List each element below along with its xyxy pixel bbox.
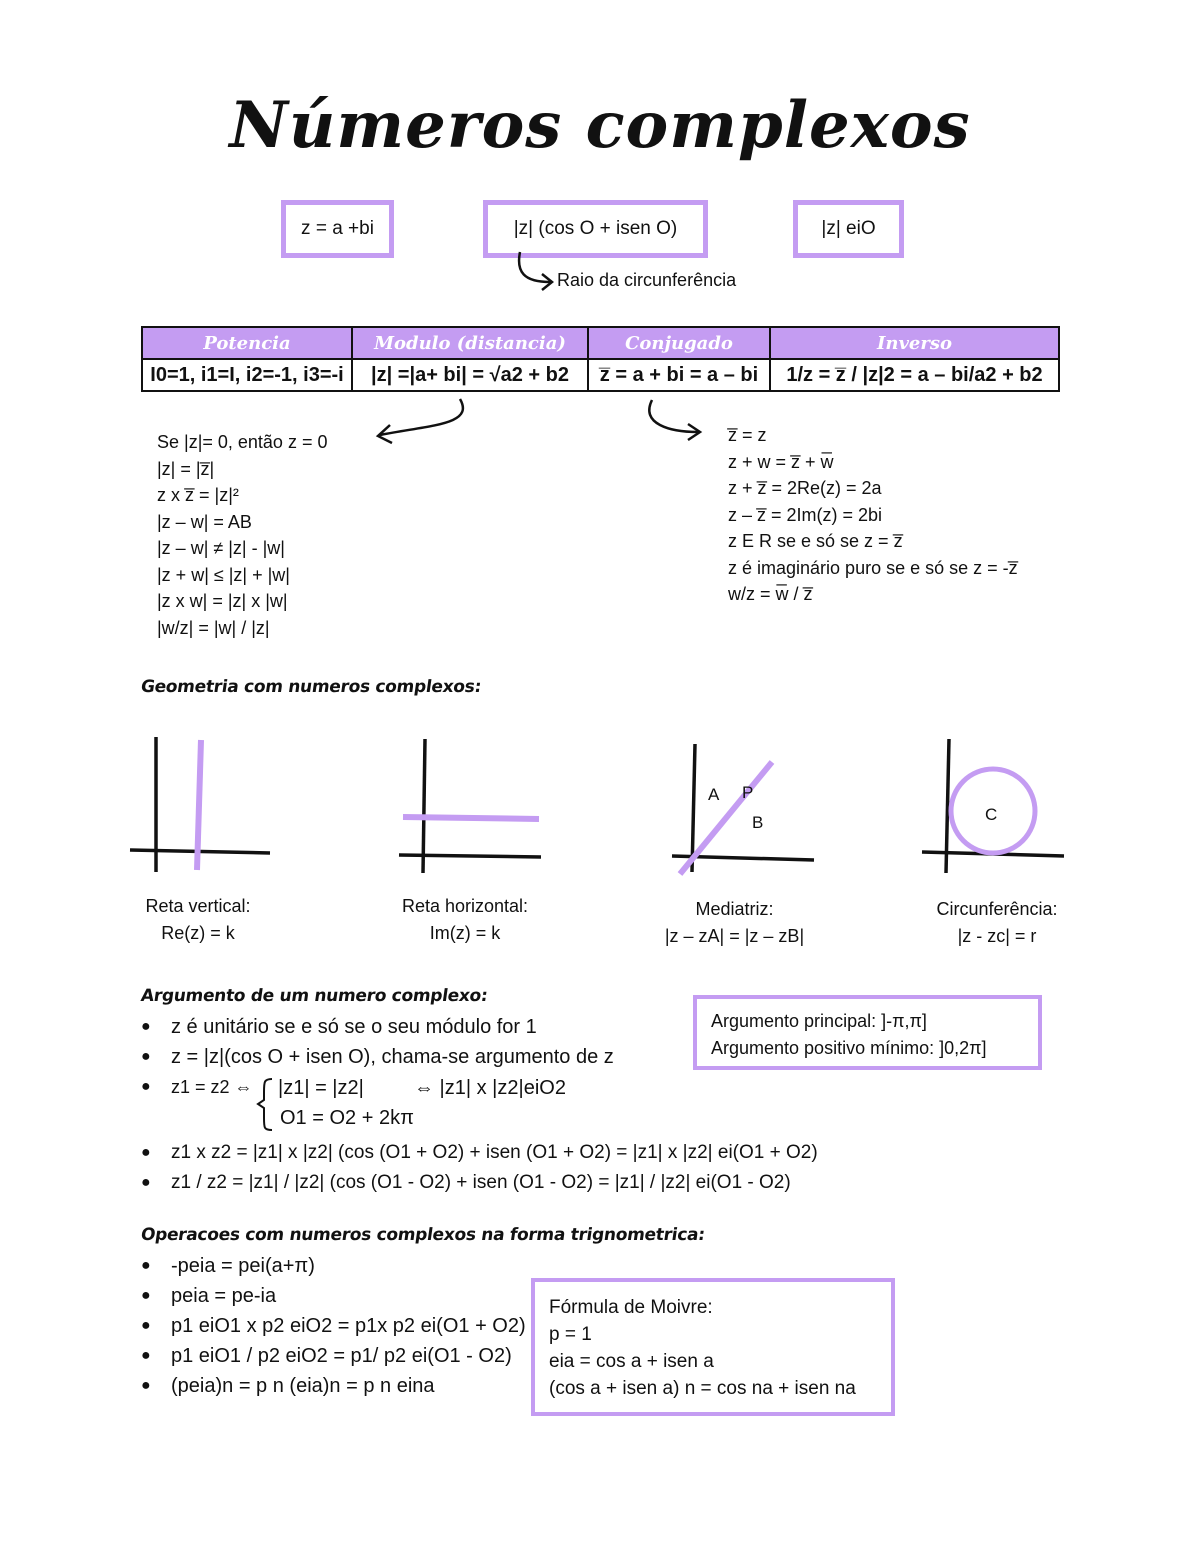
figure-formula: Re(z) = k [161,923,235,943]
list-item: z E R se e só se z = z̅ [728,531,903,551]
conjugate-properties [728,422,1018,608]
trig-form: |z| (cos O + isen O) [513,218,678,239]
radius-note: Raio da circunferência [557,270,737,290]
figure-formula: Im(z) = k [429,923,501,943]
value-potencia: I0=1, i1=I, i2=-1, i3=-i [142,359,352,391]
list-item: z – z̅ = 2Im(z) = 2bi [728,504,883,525]
list-item: |z – w| = AB [157,511,252,532]
list-item: ● p1 eiO1 x p2 eiO2 = p1x p2 ei(O1 + O2) [141,1311,526,1341]
center-c-label: C [985,805,998,824]
brace-bottom: O1 = O2 + 2kπ [280,1107,414,1129]
table-header-row [142,327,1059,359]
left-arrow-icon [370,395,480,450]
header-potencia: Potencia [142,327,352,359]
list-item: ● p1 eiO1 / p2 eiO2 = p1/ p2 ei(O1 - O2) [141,1341,526,1371]
point-p-label: P [742,783,754,802]
point-b-label: B [752,813,764,832]
point-a-label: A [708,785,720,804]
circle-figure [918,735,1068,875]
right-arrow-icon [640,398,710,446]
list-item: z + z̅ = 2Re(z) = 2a [728,478,882,498]
moivre-title: Fórmula de Moivre: [549,1297,713,1318]
figure-formula: |z - zc| = r [957,926,1037,946]
operations-list [141,1251,526,1401]
list-item: |z – w| ≠ |z| - |w| [157,538,285,558]
exp-form-box [793,200,904,258]
geometry-heading: Geometria com numeros complexos: [139,677,483,697]
list-item: ● z = |z|(cos O + isen O), chama-se argumento de z [141,1042,614,1072]
moivre-line: p = 1 [549,1324,592,1345]
list-item: |w/z| = |w| / |z| [157,617,270,638]
moivre-line: (cos a + isen a) n = cos na + isen na [549,1378,856,1399]
list-item: z̅ = z [728,425,767,445]
properties-table [141,326,1060,392]
argument-positive: Argumento positivo mínimo: ]0,2π] [711,1038,987,1058]
list-item: ● (peia)n = p n (eia)n = p n eina [141,1371,526,1401]
figure-formula: |z – zA| = |z – zB| [664,926,805,946]
figure-name: Circunferência: [936,899,1058,919]
list-item: ● z1 x z2 = |z1| x |z2| (cos (O1 + O2) + isen (O1 + O2) = |z1| x |z2| ei(O1 + O2) [141,1138,818,1168]
modulus-properties [157,429,327,641]
moivre-line: eia = cos a + isen a [549,1351,714,1372]
argument-list-2 [141,1138,818,1198]
figure-caption [385,893,545,947]
list-item: z + w = z̅ + w̅ [728,451,834,472]
page-title: Números complexos [229,88,971,163]
operations-heading: Operacoes com numeros complexos na forma trignometrica: [139,1225,707,1245]
list-item: |z + w| ≤ |z| + |w| [157,564,290,585]
vertical-line-figure [125,732,275,877]
list-item: w/z = w̅ / z̅ [728,584,813,604]
exp-form: |z| eiO [821,218,876,239]
list-item: |z x w| = |z| x |w| [157,591,288,611]
value-modulo: |z| =|a+ bi| = √a2 + b2 [352,359,588,391]
figure-name: Reta horizontal: [401,896,529,916]
brace-top: |z1| = |z2| [278,1077,364,1099]
list-item: Se |z|= 0, então z = 0 [157,432,328,452]
list-item: ● peia = pe-ia [141,1281,526,1311]
brace-icon [256,1076,278,1132]
figure-name: Reta vertical: [145,896,251,916]
list-item: z x z̅ = |z|² [157,485,239,505]
value-conjugado: z̅ = a + bi = a – bi [588,359,770,391]
argument-principal: Argumento principal: ]-π,π] [711,1011,927,1031]
figure-caption [652,896,817,950]
brace-right: ⇔ |z1| x |z2|eiO2 [414,1077,566,1099]
list-item: ● z1 = z2 ⇔ [141,1072,614,1102]
list-item: z é imaginário puro se e só se z = -z̅ [728,557,1018,578]
list-item: ● z1 / z2 = |z1| / |z2| (cos (O1 - O2) + isen (O1 - O2) = |z1| / |z2| ei(O1 - O2) [141,1168,818,1198]
figure-name: Mediatriz: [695,899,774,919]
mediatriz-figure [668,740,818,880]
algebraic-form-box [281,200,394,258]
header-inverso: Inverso [770,327,1059,359]
list-item: ● z é unitário se e só se o seu módulo for 1 [141,1012,614,1042]
argument-note-box [693,995,1042,1070]
table-row [142,359,1059,391]
header-conjugado: Conjugado [588,327,770,359]
argument-heading: Argumento de um numero complexo: [139,986,489,1006]
horizontal-line-figure [395,735,545,875]
figure-caption [118,893,278,947]
list-item: ● -peia = pei(a+π) [141,1251,526,1281]
moivre-box [531,1278,895,1416]
figure-caption [912,896,1082,950]
value-inverso: 1/z = z̅ / |z|2 = a – bi/a2 + b2 [770,359,1059,391]
list-item: |z| = |z̅| [157,458,215,479]
algebraic-form: z = a +bi [301,218,374,239]
header-modulo: Modulo (distancia) [352,327,588,359]
